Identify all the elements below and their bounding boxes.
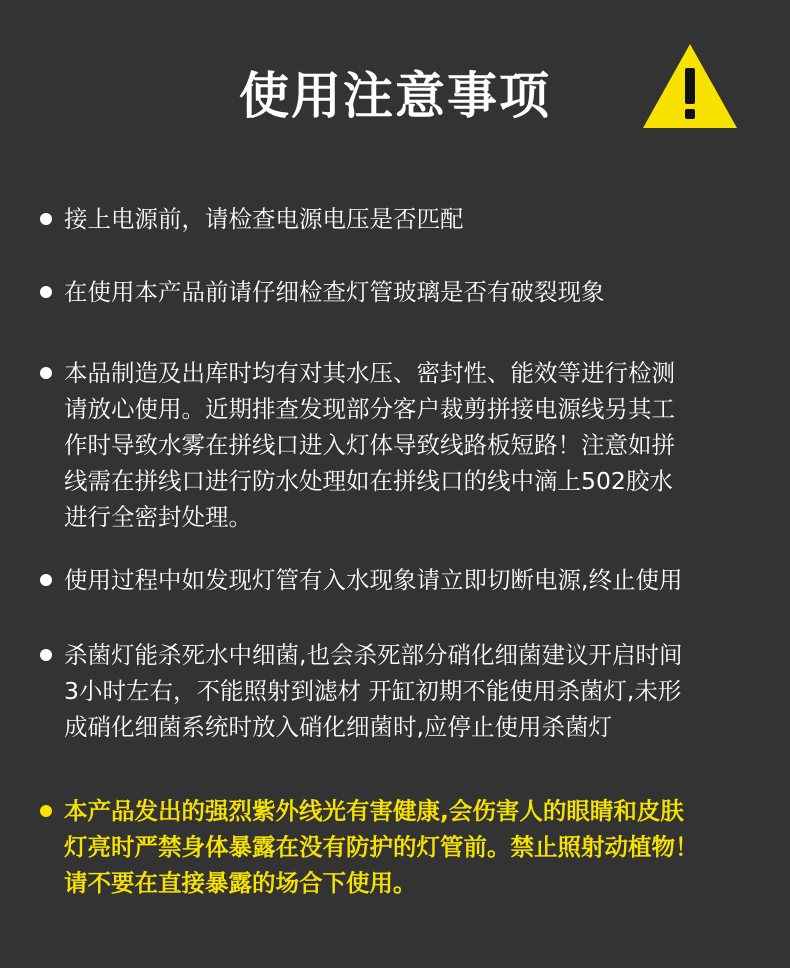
notice-line: 线需在拼线口进行防水处理如在拼线口的线中滴上502胶水 [64,467,673,495]
notice-line: 成硝化细菌系统时放入硝化细菌时,应停止使用杀菌灯 [64,713,612,741]
notice-line: 接上电源前，请检查电源电压是否匹配 [64,205,464,233]
notice-line: 3小时左右，不能照射到滤材 开缸初期不能使用杀菌灯,未形 [64,677,682,705]
bullet-icon [40,574,52,586]
notice-line: 杀菌灯能杀死水中细菌,也会杀死部分硝化细菌建议开启时间 [64,641,683,669]
bullet-icon [40,213,52,225]
notice-text [64,562,682,598]
page-title: 使用注意事项 [239,67,551,125]
bullet-icon [40,649,52,661]
warning-triangle-icon [641,42,739,130]
bullet-icon [40,805,52,817]
bullet-icon [40,286,52,298]
notice-line: 本品制造及出库时均有对其水压、密封性、能效等进行检测 [64,359,675,387]
notice-text [64,274,605,310]
notice-line: 灯亮时严禁身体暴露在没有防护的灯管前。禁止照射动植物！ [64,833,699,861]
notice-line: 使用过程中如发现灯管有入水现象请立即切断电源,终止使用 [64,566,683,594]
notice-text [64,201,464,237]
bullet-icon [40,367,52,379]
notice-text [64,637,682,745]
notice-line: 请不要在直接暴露的场合下使用。 [64,869,417,897]
notice-line: 本产品发出的强烈紫外线光有害健康,会伤害人的眼睛和皮肤 [64,797,684,825]
notice-line: 请放心使用。近期排查发现部分客户裁剪拼接电源线另其工 [64,395,675,423]
notice-text [64,793,699,901]
notice-text [64,355,675,535]
notice-line: 作时导致水雾在拼线口进入灯体导致线路板短路！注意如拼 [64,431,675,459]
notice-line: 在使用本产品前请仔细检查灯管玻璃是否有破裂现象 [64,278,605,306]
notice-line: 进行全密封处理。 [64,503,252,531]
